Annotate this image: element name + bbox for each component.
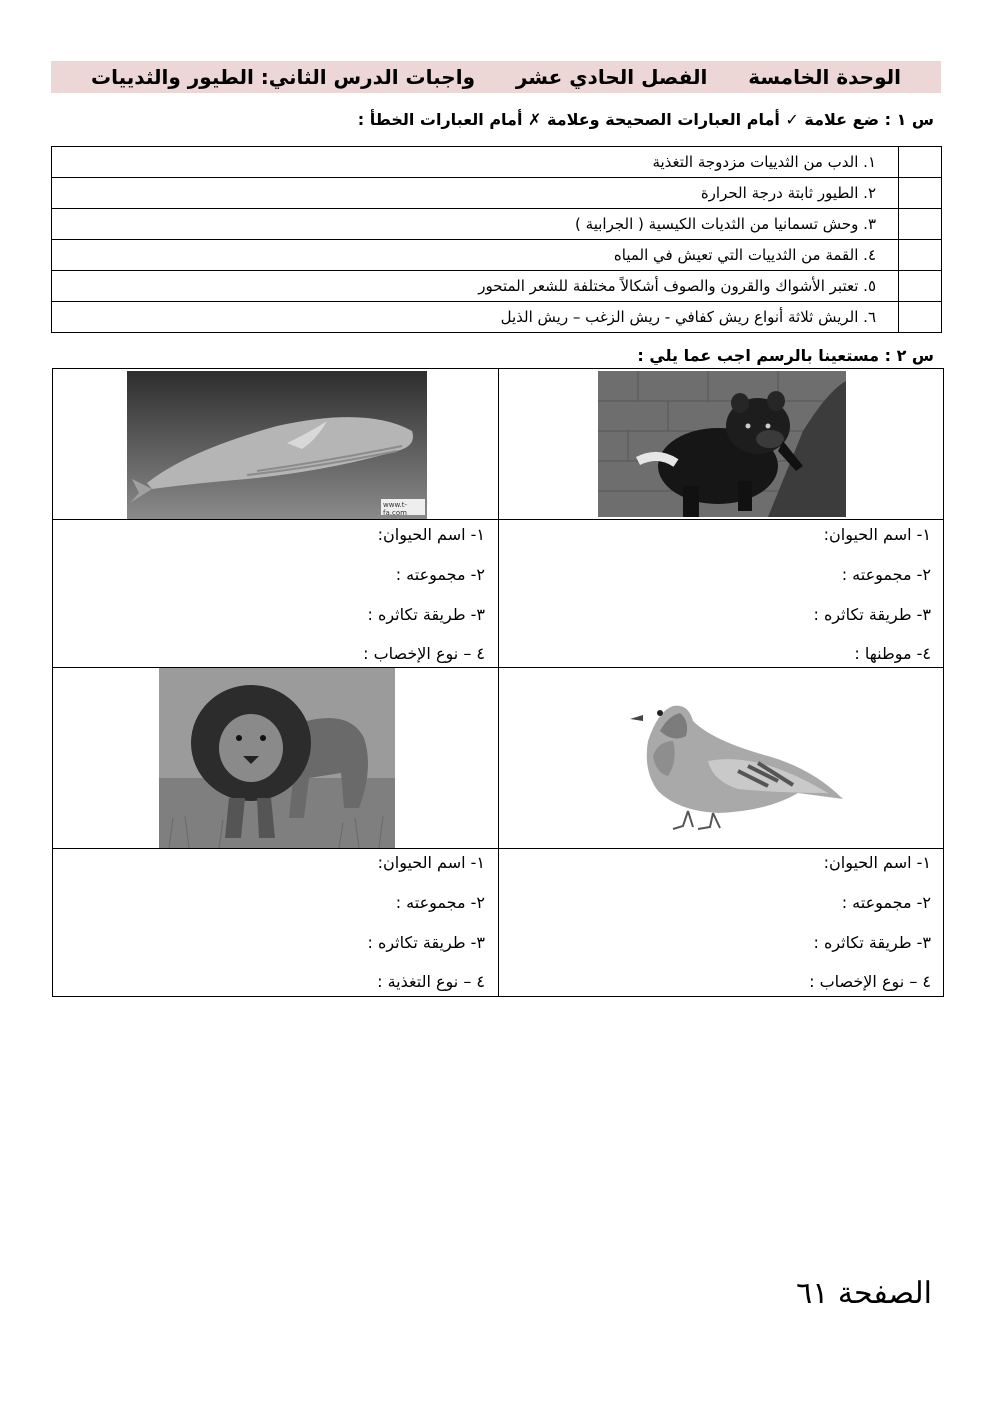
statement-text: ٤. القمة من الثدييات التي تعيش في المياه <box>52 240 899 271</box>
answer-box[interactable] <box>899 271 942 302</box>
animals-grid <box>52 368 944 997</box>
lesson-title: واجبات الدرس الثاني: الطيور والثدييات <box>91 65 476 89</box>
answer-box[interactable] <box>899 209 942 240</box>
statements-table <box>51 146 942 333</box>
question-line: ١- اسم الحيوان: <box>377 525 485 544</box>
question-line: ٤ – نوع الإخصاب : <box>809 972 931 991</box>
statement-text: ٢. الطيور ثابتة درجة الحرارة <box>52 178 899 209</box>
question-line: ٤ – نوع الإخصاب : <box>363 644 485 663</box>
question-line: ١- اسم الحيوان: <box>823 525 931 544</box>
table-row <box>52 302 942 333</box>
watermark-text: www.t-fa.com <box>383 501 408 517</box>
statement-text: ٣. وحش تسمانيا من الثديات الكيسية ( الجرابية ) <box>52 209 899 240</box>
answer-box[interactable] <box>899 240 942 271</box>
statement-text: ٦. الريش ثلاثة أنواع ريش كفافي - ريش الزغب – ريش الذيل <box>52 302 899 333</box>
question-line: ٣- طريقة تكاثره : <box>813 605 931 624</box>
question-2-title: س ٢ : مستعينا بالرسم اجب عما يلي : <box>637 346 934 365</box>
question-line: ٣- طريقة تكاثره : <box>367 933 485 952</box>
question-line: ٢- مجموعته : <box>841 893 931 912</box>
whale-image <box>127 371 427 519</box>
worksheet-header <box>51 61 941 93</box>
grid-divider <box>498 369 499 996</box>
question-line: ٤- موطنها : <box>854 644 931 663</box>
question-line: ١- اسم الحيوان: <box>823 853 931 872</box>
unit-title: الوحدة الخامسة <box>748 65 901 89</box>
statement-text: ٥. تعتبر الأشواك والقرون والصوف أشكالاً مختلفة للشعر المتحور <box>52 271 899 302</box>
table-row <box>52 271 942 302</box>
question-1-title: س ١ : ضع علامة ✓ أمام العبارات الصحيحة وعلامة ✗ أمام العبارات الخطأ : <box>357 110 934 129</box>
statement-text: ١. الدب من الثدييات مزدوجة التغذية <box>52 147 899 178</box>
table-row <box>52 178 942 209</box>
grid-divider <box>53 848 943 849</box>
answer-box[interactable] <box>899 147 942 178</box>
question-line: ٣- طريقة تكاثره : <box>367 605 485 624</box>
table-row <box>52 240 942 271</box>
pigeon-image <box>598 681 848 831</box>
question-line: ٢- مجموعته : <box>395 893 485 912</box>
table-row <box>52 147 942 178</box>
question-line: ١- اسم الحيوان: <box>377 853 485 872</box>
question-line: ٢- مجموعته : <box>841 565 931 584</box>
question-line: ٣- طريقة تكاثره : <box>813 933 931 952</box>
table-row <box>52 209 942 240</box>
chapter-title: الفصل الحادي عشر <box>515 65 708 89</box>
answer-box[interactable] <box>899 302 942 333</box>
lion-image <box>159 668 395 848</box>
answer-box[interactable] <box>899 178 942 209</box>
page-number: الصفحة ٦١ <box>796 1276 932 1311</box>
question-line: ٤ – نوع التغذية : <box>377 972 485 991</box>
question-line: ٢- مجموعته : <box>395 565 485 584</box>
tasmanian-devil-image <box>598 371 846 517</box>
grid-divider <box>53 519 943 520</box>
